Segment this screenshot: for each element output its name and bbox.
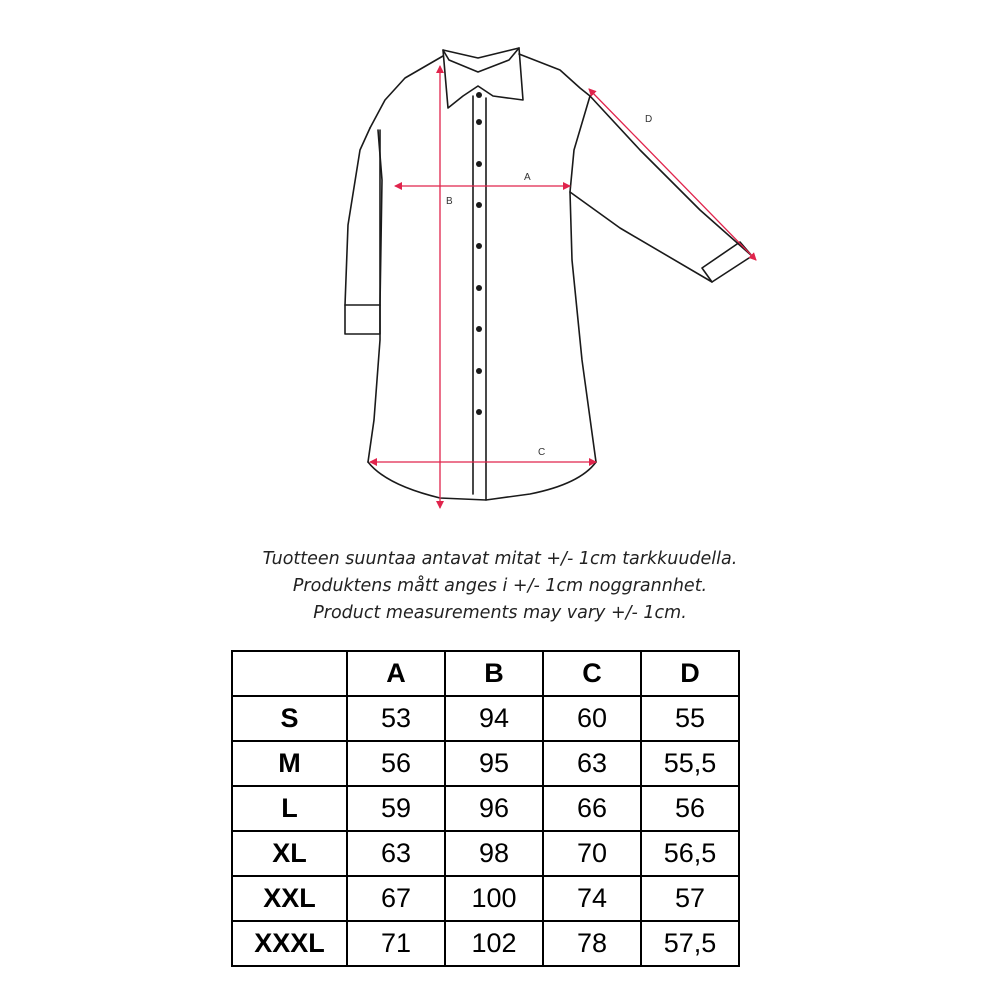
column-header-c: C [543,651,641,696]
button-7 [476,326,482,332]
button-9 [476,409,482,415]
column-header-d: D [641,651,739,696]
note-english: Product measurements may vary +/- 1cm. [313,603,687,623]
label-d: D [645,114,653,125]
value-cell: 96 [445,786,543,831]
column-header-b: B [445,651,543,696]
table-row [232,921,739,966]
label-b: B [446,196,453,207]
value-cell: 63 [347,831,445,876]
table-header-row [232,651,739,696]
garment-outline [345,48,752,500]
table-row [232,831,739,876]
placket [473,96,486,500]
note-swedish: Produktens mått anges i +/- 1cm noggrannhet. [292,576,708,596]
size-label: XXL [232,876,347,921]
value-cell: 56 [641,786,739,831]
value-cell: 102 [445,921,543,966]
size-label: XL [232,831,347,876]
value-cell: 53 [347,696,445,741]
button-3 [476,161,482,167]
value-cell: 100 [445,876,543,921]
right-sleeve [570,96,752,282]
button-1 [476,92,482,98]
table-row [232,876,739,921]
value-cell: 95 [445,741,543,786]
size-label: M [232,741,347,786]
value-cell: 56 [347,741,445,786]
value-cell: 63 [543,741,641,786]
column-header-a: A [347,651,445,696]
value-cell: 55 [641,696,739,741]
right-shoulder [519,54,590,96]
left-shoulder [370,56,443,128]
value-cell: 70 [543,831,641,876]
value-cell: 74 [543,876,641,921]
value-cell: 71 [347,921,445,966]
value-cell: 67 [347,876,445,921]
value-cell: 55,5 [641,741,739,786]
label-a: A [524,172,531,183]
value-cell: 66 [543,786,641,831]
corner-cell [232,651,347,696]
measure-lines [370,66,756,508]
value-cell: 57 [641,876,739,921]
button-4 [476,202,482,208]
button-6 [476,285,482,291]
buttons [476,92,482,415]
measurement-notes [0,546,1000,627]
size-label: S [232,696,347,741]
label-c: C [538,447,546,458]
value-cell: 98 [445,831,543,876]
value-cell: 56,5 [641,831,739,876]
note-finnish: Tuotteen suuntaa antavat mitat +/- 1cm tarkkuudella. [262,549,738,569]
body-right-side [570,96,596,462]
value-cell: 78 [543,921,641,966]
table-row [232,741,739,786]
button-8 [476,368,482,374]
measure-line-d [589,89,756,260]
size-table [231,650,740,967]
body-left-side [368,130,380,462]
left-sleeve [345,128,382,305]
button-2 [476,119,482,125]
size-label: XXXL [232,921,347,966]
value-cell: 59 [347,786,445,831]
value-cell: 94 [445,696,543,741]
value-cell: 57,5 [641,921,739,966]
value-cell: 60 [543,696,641,741]
size-label: L [232,786,347,831]
button-5 [476,243,482,249]
left-cuff [345,305,380,334]
table-row [232,696,739,741]
hem [368,462,596,500]
table-row [232,786,739,831]
